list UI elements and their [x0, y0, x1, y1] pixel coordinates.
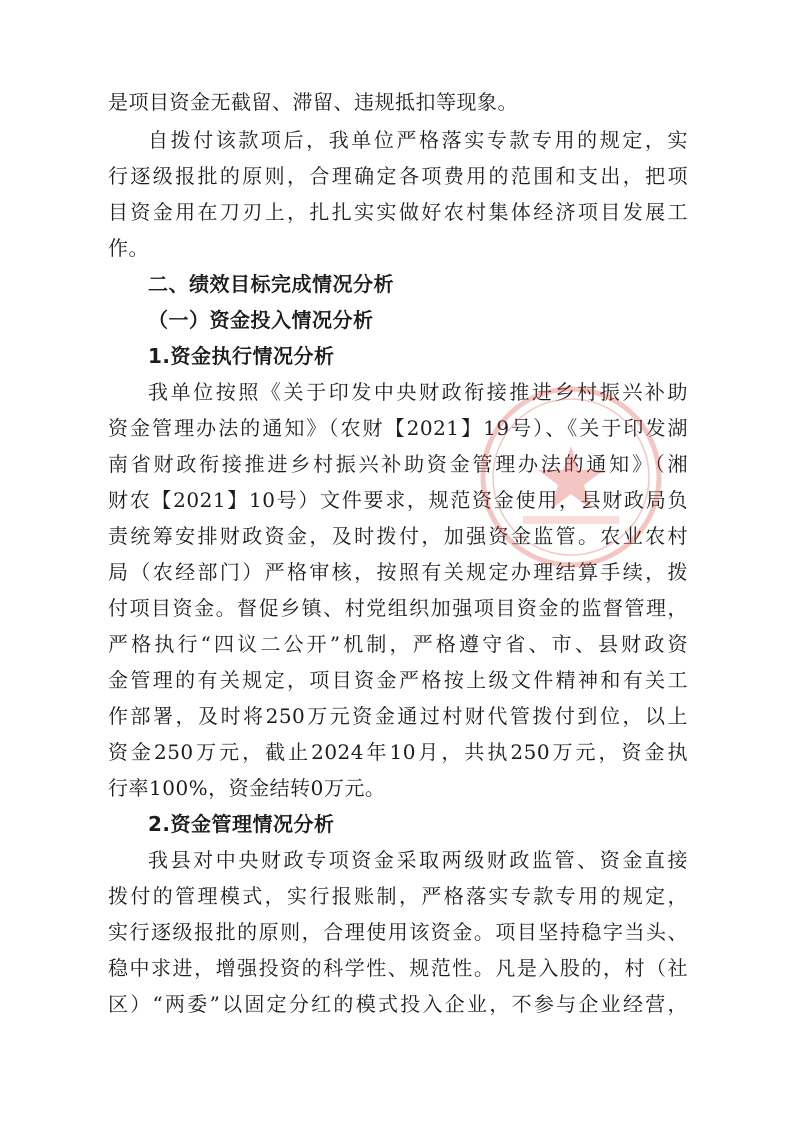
body-line: 区）“两委”以固定分红的模式投入企业，不参与企业经营，: [108, 992, 688, 1016]
body-line: 稳中求进，增强投资的科学性、规范性。凡是入股的，村（社: [108, 956, 688, 980]
body-line: 作。: [108, 236, 149, 260]
body-line: 金管理的有关规定，项目资金严格按上级文件精神和有关工: [108, 668, 688, 692]
body-line: 我单位按照《关于印发中央财政衔接推进乡村振兴补助: [148, 380, 688, 404]
body-line: 财农【2021】10号）文件要求，规范资金使用，县财政局负: [108, 488, 688, 512]
body-line: 行率100%，资金结转0万元。: [108, 776, 386, 800]
sub-subsection-heading: 2.资金管理情况分析: [148, 812, 335, 836]
body-line: 资金管理办法的通知》（农财【2021】19号）、《关于印发湖: [108, 416, 688, 440]
body-line: 行逐级报批的原则，合理确定各项费用的范围和支出，把项: [108, 164, 688, 188]
sub-subsection-heading: 1.资金执行情况分析: [148, 344, 335, 368]
body-line: 责统筹安排财政资金，及时拨付，加强资金监管。农业农村: [108, 524, 688, 548]
body-line: 局（农经部门）严格审核，按照有关规定办理结算手续，拨: [108, 560, 688, 584]
section-heading: 二、绩效目标完成情况分析: [148, 272, 394, 296]
body-line: 资金250万元，截止2024年10月，共执250万元，资金执: [108, 740, 688, 764]
body-line: 目资金用在刀刃上，扎扎实实做好农村集体经济项目发展工: [108, 200, 688, 224]
body-line: 南省财政衔接推进乡村振兴补助资金管理办法的通知》（湘: [108, 452, 688, 476]
body-line: 拨付的管理模式，实行报账制，严格落实专款专用的规定，: [108, 884, 688, 908]
subsection-heading: （一）资金投入情况分析: [148, 308, 374, 332]
body-line: 作部署，及时将250万元资金通过村财代管拨付到位，以上: [108, 704, 688, 728]
body-line: 实行逐级报批的原则，合理使用该资金。项目坚持稳字当头、: [108, 920, 688, 944]
body-line: 我县对中央财政专项资金采取两级财政监管、资金直接: [148, 848, 688, 872]
body-line: 付项目资金。督促乡镇、村党组织加强项目资金的监督管理，: [108, 596, 688, 620]
body-line: 自拨付该款项后，我单位严格落实专款专用的规定，实: [148, 128, 688, 152]
body-line: 是项目资金无截留、滞留、违规抵扣等现象。: [108, 90, 518, 114]
body-line: 严格执行“四议二公开”机制，严格遵守省、市、县财政资: [108, 632, 688, 656]
